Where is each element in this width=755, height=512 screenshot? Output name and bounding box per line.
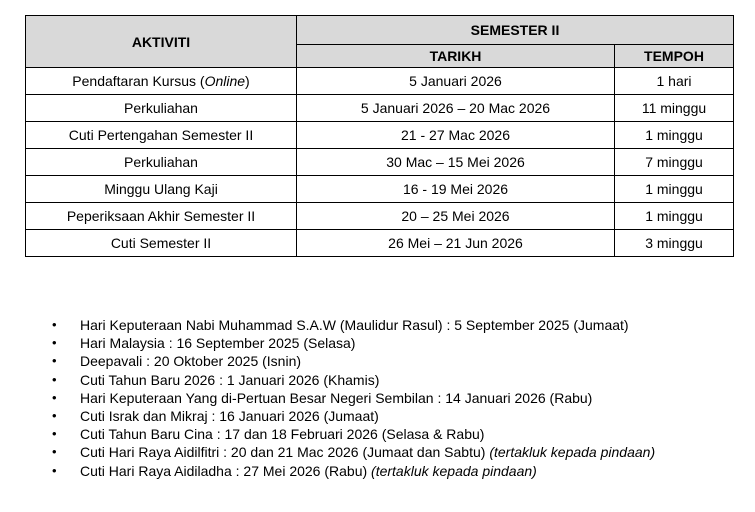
date-cell: 30 Mac – 15 Mei 2026 (297, 149, 615, 176)
date-cell: 5 Januari 2026 (297, 68, 615, 95)
table-row (26, 230, 734, 257)
date-cell: 16 - 19 Mei 2026 (297, 176, 615, 203)
bullet-icon: • (52, 353, 57, 369)
holiday-note: (tertakluk kepada pindaan) (371, 462, 537, 479)
bullet-icon: • (52, 389, 57, 405)
date-cell: 20 – 25 Mei 2026 (297, 203, 615, 230)
bullet-icon: • (52, 462, 57, 478)
bullet-icon: • (52, 371, 57, 387)
bullet-icon: • (52, 444, 57, 460)
table-row (26, 176, 734, 203)
activity-cell: Perkuliahan (26, 95, 297, 122)
list-item (52, 371, 655, 389)
holiday-note: (tertakluk kepada pindaan) (489, 444, 656, 461)
activity-cell: Perkuliahan (26, 149, 297, 176)
holiday-text: Cuti Tahun Baru Cina : 17 dan 18 Februari 2026 (Selasa & Rabu) (80, 426, 485, 443)
list-item (52, 389, 655, 407)
list-item (52, 443, 655, 461)
bullet-icon: • (52, 335, 57, 351)
date-cell: 26 Mei – 21 Jun 2026 (297, 230, 615, 257)
list-item (52, 334, 655, 352)
holiday-text: Hari Keputeraan Yang di-Pertuan Besar Negeri Sembilan : 14 Januari 2026 (Rabu) (80, 389, 593, 406)
holiday-text: Cuti Israk dan Mikraj : 16 Januari 2026 (Jumaat) (80, 408, 379, 425)
date-cell: 5 Januari 2026 – 20 Mac 2026 (297, 95, 615, 122)
holiday-text: Hari Malaysia : 16 September 2025 (Selasa) (80, 335, 356, 352)
duration-cell: 1 minggu (615, 203, 734, 230)
list-item (52, 425, 655, 443)
date-column-header: TARIKH (297, 45, 615, 68)
duration-column-header: TEMPOH (615, 45, 734, 68)
duration-cell: 11 minggu (615, 95, 734, 122)
activity-column-header: AKTIVITI (26, 16, 297, 68)
holiday-text: Cuti Hari Raya Aidiladha : 27 Mei 2026 (Rabu) (80, 462, 372, 479)
list-item (52, 352, 655, 370)
academic-calendar-table (25, 15, 734, 257)
date-cell: 21 - 27 Mac 2026 (297, 122, 615, 149)
public-holiday-list (52, 316, 655, 480)
duration-cell: 1 hari (615, 68, 734, 95)
holiday-text: Hari Keputeraan Nabi Muhammad S.A.W (Maulidur Rasul) : 5 September 2025 (Jumaat) (80, 317, 629, 333)
holiday-text: Cuti Hari Raya Aidilfitri : 20 dan 21 Mac 2026 (Jumaat dan Sabtu) (80, 444, 490, 461)
table-header-row (26, 16, 734, 45)
duration-cell: 1 minggu (615, 122, 734, 149)
activity-cell: Minggu Ulang Kaji (26, 176, 297, 203)
holiday-text: Deepavali : 20 Oktober 2025 (Isnin) (80, 353, 302, 370)
activity-cell: Pendaftaran Kursus (Online) (26, 68, 297, 95)
activity-cell: Peperiksaan Akhir Semester II (26, 203, 297, 230)
duration-cell: 3 minggu (615, 230, 734, 257)
table-row (26, 149, 734, 176)
bullet-icon: • (52, 317, 57, 332)
activity-cell: Cuti Semester II (26, 230, 297, 257)
list-item (52, 462, 655, 480)
table-row (26, 95, 734, 122)
activity-cell: Cuti Pertengahan Semester II (26, 122, 297, 149)
semester-header: SEMESTER II (297, 16, 734, 45)
duration-cell: 7 minggu (615, 149, 734, 176)
bullet-icon: • (52, 408, 57, 424)
list-item (52, 407, 655, 425)
table-row (26, 68, 734, 95)
bullet-icon: • (52, 426, 57, 442)
duration-cell: 1 minggu (615, 176, 734, 203)
table-row (26, 122, 734, 149)
table-row (26, 203, 734, 230)
list-item (52, 316, 655, 334)
holiday-text: Cuti Tahun Baru 2026 : 1 Januari 2026 (Khamis) (80, 371, 380, 388)
